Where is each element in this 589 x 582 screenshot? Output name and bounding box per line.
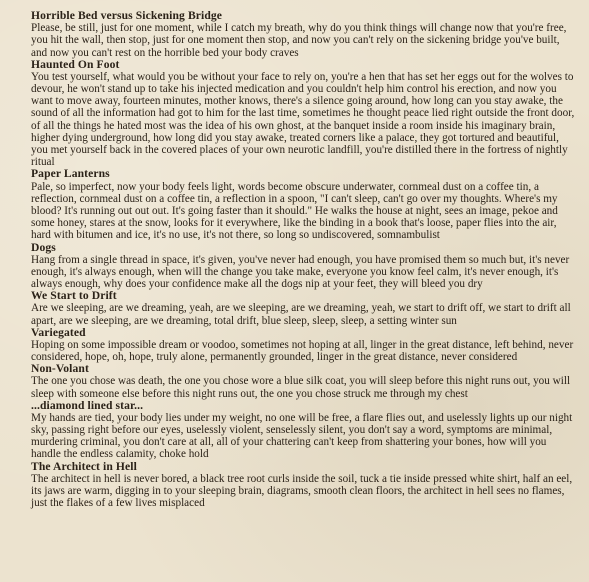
section-title: Haunted On Foot — [31, 57, 120, 71]
section-text: Are we sleeping, are we dreaming, yeah, are we sleeping, are we dreaming, yeah, we start to drift off, we start to drift all apart, are we sleeping, are we dreaming, total drift, blue sleep, sleep, sleep, a setting winter sun — [31, 302, 571, 327]
lyric-section — [31, 327, 577, 364]
section-text: My hands are tied, your body lies under my weight, no one will be free, a flare flies out, and uselessly lights up our night sky, passing right before our eyes, uselessly violent, senselessly silent, you don't say a word, symptoms are minimal, murdering criminal, you don't care at all, all of your chattering can't keep from shattering your bones, how will you handle the endless calamity, choke hold — [31, 411, 573, 461]
lyric-section — [31, 10, 577, 59]
section-title: The Architect in Hell — [31, 459, 137, 473]
lyric-section — [31, 59, 577, 169]
section-text: Pale, so imperfect, now your body feels light, words become obscure underwater, cornmeal dust on a coffee tin, a reflection, cornmeal dust on a coffee tin, a reflection in a spoon, "I can't sleep, can't go over my thoughts. Where's my blood? It's running out out out. It's going faster than it should." He walks the house at night, sees an image, pekoe and some honey, stares at the snow, looks for it everywhere, like the binding in a book that's loose, paper flies into the air, hard with bitumen and ice, it's no use, it's not there, so long so undiscovered, somnambulist — [31, 180, 558, 242]
lyric-section — [31, 242, 577, 291]
section-text: The one you chose was death, the one you chose wore a blue silk coat, you will sleep before this night runs out, you will sleep with someone else before this night runs out, the one you chose struck me through my chest — [31, 375, 571, 400]
section-title: Variegated — [31, 325, 86, 339]
lyric-section — [31, 400, 577, 461]
lyric-section — [31, 363, 577, 400]
lyric-section — [31, 168, 577, 241]
section-text: You test yourself, what would you be without your face to rely on, you're a hen that has set her eggs out for the wolves to devour, he won't stand up to take his injected medication and you couldn't help him control his erection, and now you want to move away, fourteen minutes, mother knows, there's a silence going around, how long can you stay awake, the sound of all the information had got to him for the last time, sometimes he thought peace lied right outside the front door, of all the things he hated most was the idea of his own ghost, at the banquet inside a room inside his imaginary brain, higher dying underground, how long did you stay awake, treated corners like a palace, they got tortured and beautiful, you met yourself back in the covered places of your own neurotic landfill, you're distilled there in the fortress of nightly ritual — [31, 70, 575, 169]
section-title: ...diamond lined star... — [31, 398, 144, 412]
section-title: Dogs — [31, 240, 56, 254]
section-text: Hoping on some impossible dream or voodoo, sometimes not hoping at all, linger in the great distance, left behind, never considered, hope, oh, hope, truly alone, permanently grounded, linger in the great distance, never considered — [31, 338, 574, 364]
lyric-section — [31, 461, 577, 510]
section-text: Hang from a single thread in space, it's given, you've never had enough, you have promised them so much but, it's never enough, it's always enough, when will the change you take make, everyone you know feel calm, it's never enough, it's always enough, why does your confidence make all the dogs nip at your feet, they will bleed you dry — [31, 253, 570, 291]
section-text: Please, be still, just for one moment, while I catch my breath, why do you think things will change now that you're free, you hit the wall, then stop, just for one moment then stop, and now you can't rely on the sickening bridge you've built, and now you can't rest on the horrible bed your body craves — [31, 22, 567, 59]
section-text: The architect in hell is never bored, a black tree root curls inside the soil, tuck a tie inside pressed white shirt, half an eel, its jaws are warm, digging in to your sleeping brain, diagrams, smooth clean floors, the architect in hell sees no flames, just the flakes of a few lives misplaced — [31, 472, 573, 510]
section-title: Non-Volant — [31, 362, 89, 376]
section-title: Horrible Bed versus Sickening Bridge — [31, 9, 223, 22]
lyric-section — [31, 290, 577, 327]
section-title: Paper Lanterns — [31, 167, 110, 181]
section-title: We Start to Drift — [31, 289, 117, 303]
